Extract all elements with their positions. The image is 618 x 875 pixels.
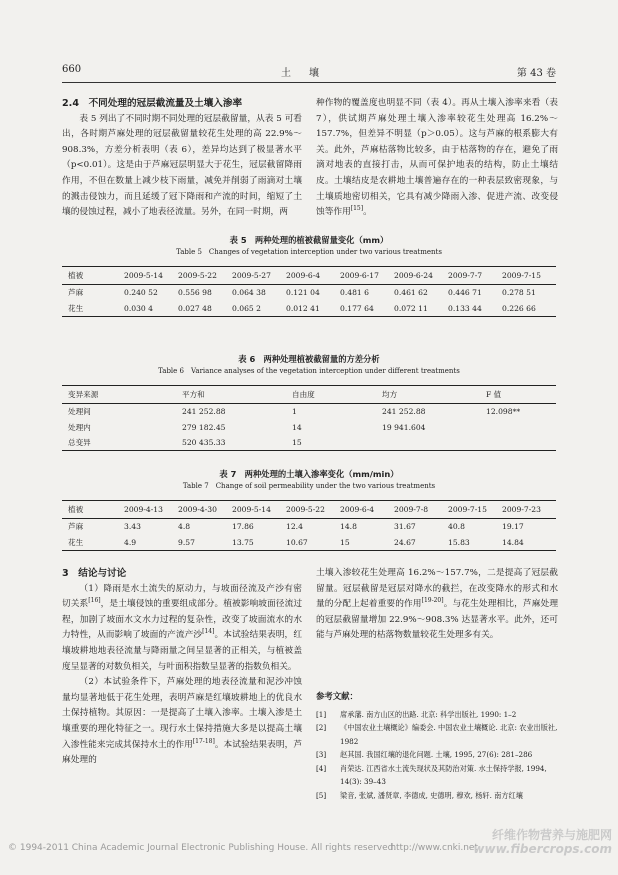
- table-header-cell: 植被: [62, 501, 124, 519]
- table-cell: 0.065 2: [232, 300, 286, 316]
- watermark-text: 纤维作物营养与施肥网: [491, 828, 612, 842]
- table-header-cell: 2009-6-4: [286, 267, 340, 285]
- reference-text: 肖荣达. 江西省水土流失现状及其防治对策. 水土保持学报, 1994, 14(3): 39–43: [340, 763, 547, 786]
- table-6-caption-en: Table 6 Variance analyses of the vegetation interception under different treatments: [158, 367, 460, 375]
- table-cell: 0.177 64: [340, 300, 394, 316]
- table-cell: 19 941.604: [382, 422, 426, 432]
- reference-number: [5]: [316, 790, 327, 800]
- references: [316, 690, 558, 802]
- table-row: [62, 419, 556, 434]
- table-cell: 1: [292, 407, 297, 417]
- citation: [19-20]: [421, 597, 444, 605]
- table-7-caption-zh: 表 7 两种处理的土壤入渗率变化（mm/min）: [219, 469, 399, 479]
- header-rule: [62, 82, 556, 83]
- table-cell: 9.57: [178, 534, 232, 550]
- citation: [16]: [88, 597, 101, 605]
- references-heading: 参考文献：: [316, 691, 358, 701]
- table-cell: 芦麻: [68, 288, 84, 298]
- table-header-cell: 变异来源: [62, 386, 182, 404]
- table-header-cell: 2009-6-24: [394, 267, 448, 285]
- table-cell: 花生: [62, 300, 124, 316]
- section-2-4-right: [316, 96, 558, 221]
- citation: [15]: [350, 205, 364, 213]
- table-cell: 0.446 71: [448, 288, 482, 298]
- paragraph-text: 。本试验结果表明，芦麻处理的: [62, 739, 303, 766]
- table-cell: 4.9: [124, 534, 178, 550]
- table-cell: 0.556 98: [178, 288, 212, 298]
- table-cell: 13.75: [232, 534, 286, 550]
- table-cell: 0.030 4: [124, 300, 178, 316]
- table-header-cell: 2009-7-8: [394, 501, 448, 519]
- paragraph-text: （1）降雨是水土流失的原动力，与坡面径流及产沙有密切关系: [62, 583, 302, 610]
- reference-number: [1]: [316, 709, 327, 719]
- table-header-cell: 2009-5-14: [124, 267, 178, 285]
- table-header-cell: 2009-7-15: [502, 267, 556, 285]
- table-header-cell: 2009-5-22: [178, 267, 232, 285]
- table-cell: 15: [292, 435, 382, 451]
- paragraph-text: 种作物的覆盖度也明显不同（表 4）。再从土壤入渗率来看（表 7），供试期芦麻处理土壤入渗率较花生处理高 16.2%～157.7%，但差异不明显（p＞0.05）。这与芦麻的根系膨大有关。此外，芦麻枯落物比较多，由于枯落物的存在，避免了雨滴对地表的直接打击，从而可保护地表的结构，防止土壤结皮。土壤结皮是农耕地土壤普遍存在的一种表层致密现象，与土壤质地密切相关，它具有减少降雨入渗、促进产流、改变侵蚀等作用: [316, 98, 558, 218]
- conclusion-paragraph-1: [62, 582, 302, 676]
- table-cell: 19.17: [502, 522, 524, 532]
- table-cell: 0.461 62: [394, 288, 428, 298]
- table-6-caption: [62, 353, 556, 377]
- table-header-cell: 2009-4-13: [124, 501, 178, 519]
- citation: [17-18]: [192, 737, 215, 745]
- table-header-cell: F 值: [486, 386, 556, 404]
- table-cell: 10.67: [286, 534, 340, 550]
- reference-text: 赵其国. 我国红壤的退化问题. 土壤, 1995, 27(6): 281–286: [340, 750, 533, 759]
- table-cell: 14.8: [340, 522, 357, 532]
- reference-number: [2]: [316, 723, 327, 732]
- reference-item: [316, 748, 558, 762]
- table-header-cell: 2009-6-4: [340, 501, 394, 519]
- reference-item: [316, 789, 558, 803]
- reference-text: 《中国农业土壤概论》编委会. 中国农业土壤概论. 北京: 农业出版社, 1982: [340, 723, 558, 746]
- table-cell: 17.86: [232, 522, 254, 532]
- table-cell: 处理内: [68, 422, 91, 432]
- table-cell: [486, 435, 556, 451]
- table-cell: 12.098**: [486, 407, 521, 417]
- table-header-row: [62, 501, 556, 519]
- table-cell: 31.67: [394, 522, 416, 532]
- journal-name: 土壤: [281, 68, 337, 79]
- table-header-cell: 2009-5-27: [232, 267, 286, 285]
- table-6-caption-zh: 表 6 两种处理植被截留量的方差分析: [238, 354, 380, 364]
- table-cell: 芦麻: [68, 522, 84, 532]
- section-2-4-paragraph: 表 5 列出了不同时期不同处理的冠层截留量，从表 5 可看出，各时期芦麻处理的冠层截留量较花生处理的高 22.9%～908.3%，方差分析表明（表 6），差异均达到了极显著水平（p<0.01）。这是由于芦麻冠层明显大于花生，冠层截留降雨作用，不但在数量上减少枝下雨量，减免并削弱了雨滴对土壤的溅击侵蚀力，而且延缓了冠下降雨和产流的时间，缩短了土壤的侵蚀过程，减小了地表径流量。另外，在同一时期，两: [62, 113, 302, 218]
- table-cell: 14: [292, 422, 302, 432]
- table-cell: 40.8: [448, 522, 465, 532]
- table-cell: 241 252.88: [382, 407, 426, 417]
- table-cell: 241 252.88: [182, 407, 226, 417]
- table-header-cell: 2009-6-17: [340, 267, 394, 285]
- table-header-cell: 2009-5-14: [232, 501, 286, 519]
- copyright-text: © 1994-2011 China Academic Journal Electronic Publishing House. All rights reserved.: [8, 843, 397, 853]
- table-row: [62, 404, 556, 420]
- table-cell: 0.012 41: [286, 300, 340, 316]
- table-7: [62, 500, 556, 551]
- table-row: [62, 519, 556, 535]
- table-6: [62, 385, 556, 451]
- table-cell: 处理间: [68, 407, 91, 417]
- table-header-cell: 均方: [382, 386, 486, 404]
- reference-item: [316, 708, 558, 722]
- table-header-row: [62, 386, 556, 404]
- reference-text: 梁音, 张斌, 潘贤章, 李德成, 史德明, 穆欢, 杨轩. 南方红壤: [340, 790, 523, 800]
- table-row: [62, 534, 556, 550]
- paragraph-text: （2）本试验条件下，芦麻处理的地表径流量和泥沙冲蚀量均显著地低于花生处理，表明芦麻是红壤坡耕地上的优良水土保持植物。其原因：一是提高了土壤入渗率。土壤入渗是土壤重要的理化特征之一。现行水土保持措施大多是以提高土壤入渗性能来完成其保持水土的作用: [62, 677, 302, 750]
- paragraph-text: 。与花生处理相比，芦麻处理的冠层截留量增加 22.9%～908.3% 达显著水平。此外，还可能与芦麻处理的枯落物数量较花生处理多有关。: [316, 599, 559, 641]
- page-number: 660: [62, 64, 82, 75]
- table-7-caption: [62, 468, 556, 492]
- reference-text: 席承藩. 南方山区的出路. 北京: 科学出版社, 1990: 1–2: [340, 709, 517, 719]
- table-row: [62, 300, 556, 316]
- table-cell: 4.8: [178, 522, 191, 532]
- reference-number: [4]: [316, 763, 327, 773]
- table-header-cell: 植被: [62, 267, 124, 285]
- table-header-cell: 2009-7-15: [448, 501, 502, 519]
- table-cell: 15: [340, 534, 394, 550]
- table-cell: [382, 435, 486, 451]
- table-row: [62, 285, 556, 301]
- table-cell: 24.67: [394, 534, 448, 550]
- table-cell: 0.072 11: [394, 300, 448, 316]
- table-cell: 0.481 6: [340, 288, 369, 298]
- section-3-right: [316, 566, 558, 644]
- table-5-caption-zh: 表 5 两种处理的植被截留量变化（mm）: [229, 235, 389, 245]
- paragraph-text: 。本试验结果表明，红壤坡耕地地表径流量与降雨量之间呈显著的正相关，与植被盖度呈显著的对数负相关，与叶面积指数呈显著的指数负相关。: [62, 630, 303, 672]
- table-header-cell: 2009-7-7: [448, 267, 502, 285]
- table-header-cell: 2009-7-23: [502, 501, 556, 519]
- table-cell: 12.4: [286, 522, 303, 532]
- table-cell: 0.240 52: [124, 288, 158, 298]
- table-cell: 总变异: [62, 435, 182, 451]
- table-cell: 0.278 51: [502, 288, 536, 298]
- table-5-caption-en: Table 5 Changes of vegetation interception under two various treatments: [176, 248, 442, 256]
- section-2-4-left: [62, 96, 302, 221]
- section-title-2-4: 2.4 不同处理的冠层截流量及土壤入渗率: [62, 98, 243, 109]
- table-cell: 15.83: [448, 534, 502, 550]
- table-cell: 0.121 04: [286, 288, 320, 298]
- conclusion-paragraph-2: [62, 675, 302, 769]
- table-cell: 0.027 48: [178, 300, 232, 316]
- volume-label: 第 43 卷: [516, 68, 556, 79]
- table-cell: 0.226 66: [502, 300, 556, 316]
- paragraph-text-end: 。: [363, 207, 372, 218]
- section-2-4-paragraph-cont: [316, 96, 558, 221]
- table-cell: 520 435.33: [182, 435, 292, 451]
- paragraph-text: 土壤入渗较花生处理高 16.2%～157.7%，二是提高了冠层截留量。冠层截留是冠层对降水的截拦，在改变降水的形式和水量的分配上起着重要的作用: [316, 568, 558, 610]
- watermark-url: www.fibercrops.com: [473, 842, 612, 856]
- section-title-3: 3 结论与讨论: [62, 568, 127, 579]
- table-cell: 0.064 38: [232, 288, 266, 298]
- table-cell: [486, 419, 556, 434]
- table-7-caption-en: Table 7 Change of soil permeability under the two various treatments: [182, 482, 436, 490]
- reference-item: [316, 762, 558, 789]
- paragraph-text: ，是土壤侵蚀的重要组成部分。植被影响坡面径流过程，加剧了坡面水文水力过程的复杂性，改变了坡面流水的水力特性，从而影响了坡面的产流产沙: [62, 599, 303, 641]
- citation: [14]: [202, 628, 215, 636]
- table-row: [62, 435, 556, 451]
- table-cell: 0.133 44: [448, 300, 502, 316]
- table-cell: 3.43: [124, 522, 141, 532]
- table-cell: 279 182.45: [182, 422, 226, 432]
- table-header-cell: 2009-4-30: [178, 501, 232, 519]
- table-header-cell: 自由度: [292, 386, 382, 404]
- section-3-left: [62, 566, 302, 769]
- table-5: [62, 266, 556, 317]
- running-header: [62, 64, 556, 78]
- table-header-row: [62, 267, 556, 285]
- table-cell: 花生: [62, 534, 124, 550]
- table-cell: 14.84: [502, 534, 556, 550]
- reference-item: [316, 721, 558, 748]
- table-5-caption: [62, 234, 556, 258]
- conclusion-paragraph-2-cont: [316, 566, 558, 644]
- table-header-cell: 平方和: [182, 386, 292, 404]
- cnki-link[interactable]: http://www.cnki.net: [390, 843, 478, 853]
- table-header-cell: 2009-5-22: [286, 501, 340, 519]
- watermark: [473, 828, 612, 856]
- reference-number: [3]: [316, 750, 327, 759]
